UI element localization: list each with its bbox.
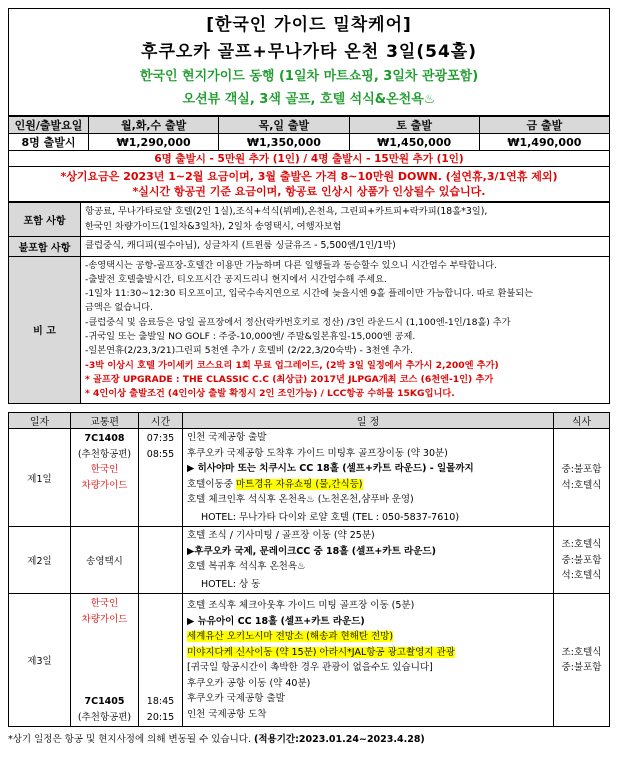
price-sat: ₩1,450,000: [349, 134, 479, 151]
title-line-1: [한국인 가이드 밀착케어]: [206, 15, 412, 35]
remark-line: -송영택시는 공항-골프장-호텔간 이용만 가능하며 다른 일행들과 동승할수 있으니 시간엄수 부탁합니다.: [85, 259, 497, 271]
included-row: [9, 203, 610, 237]
day-3-row: [9, 594, 610, 727]
day-2-row: [9, 527, 610, 594]
highlight-sightseeing: 세계유산 오키노시마 전망소 (해송과 현해탄 전망): [187, 631, 394, 643]
day-3-times: [139, 594, 183, 727]
note-line: *상기요금은 2023년 1~2월 요금이며, 3월 출발은 가격 8~10만원 DOWN. (설연휴,3/1연휴 제외): [60, 170, 558, 183]
day-3-flight: [71, 694, 138, 725]
schedule-table: [8, 412, 610, 727]
remark-line-conditions: * 4인이상 출발조건 (4인이상 출발 확정시 2인 조인가능) / LCC항공 수하물 15KG입니다.: [85, 388, 455, 400]
remark-line-golf-upgrade: * 골프장 UPGRADE : THE CLASSIC C.C (최상급) 2017년 JLPGA개최 코스 (6천엔-1인) 추가: [85, 373, 494, 385]
day-3-transport: [71, 594, 139, 727]
time-arrive: 20:15: [146, 711, 175, 723]
included-line: 한국인 차량가이드(1일차&3일차), 2일차 송영택시, 여행자보험: [85, 220, 342, 232]
price-thu-sun: ₩1,350,000: [219, 134, 349, 151]
day-2-meals: [554, 527, 610, 594]
notes-row: [9, 167, 610, 202]
day-1-label: 제1일: [9, 429, 71, 527]
validity-period: (적용기간:2023.01.24~2023.4.28): [254, 734, 425, 746]
day-2-label: 제2일: [9, 527, 71, 594]
day-thu-sun: 목,일 출발: [219, 117, 349, 134]
title-line-2: 후쿠오카 골프+무나가타 온천 3일(54홀): [141, 42, 477, 62]
remark-line: -클럽중식 및 음료등은 당일 골프장에서 정산(락카번호키로 정산) /3인 라운드시 (1,100엔-1인/18홀) 추가: [85, 316, 511, 328]
itinerary-line: 후쿠오카 공항 이동 (약 40분): [187, 677, 311, 689]
remark-line: -일본연휴(2/23,3/21)그린피 5천엔 추가 / 호텔비 (2/22,3/20숙박) - 3천엔 추가.: [85, 345, 413, 357]
header-transport: 교통편: [71, 413, 139, 429]
day-3-meals: [554, 594, 610, 727]
day-1-itinerary: [183, 429, 554, 527]
included-line: 항공료, 무나가타로얄 호텔(2인 1실),조식+석식(뷔페),온천욕, 그린피+카트피+락카피(18홀*3일),: [85, 206, 488, 217]
meal-lunch: 중:불포함: [561, 464, 602, 476]
included-label: 포함 사항: [9, 203, 81, 237]
itinerary-sheet: [8, 8, 610, 745]
time-arrive: 08:55: [146, 448, 175, 460]
itinerary-line: 호텔 조식후 체크아웃후 가이드 미팅 골프장 이동 (5분): [187, 600, 415, 612]
price-fri: ₩1,490,000: [479, 134, 609, 151]
day-2-itinerary: [183, 527, 554, 594]
remark-line: 금액은 없습니다.: [85, 302, 153, 314]
col-label: 인원/출발요일: [9, 117, 89, 134]
day-3-label: 제3일: [9, 594, 71, 727]
title-block: [8, 8, 610, 116]
itinerary-golf: ▶ 히사야마 또는 치쿠시노 CC 18홀 (셀프+카트 라운드) - 일몰까지: [187, 463, 474, 475]
footer-note: [8, 731, 610, 745]
remark-line: -출발전 호텔출발시간, 티오프시간 공지드리니 현지에서 시간엄수해 주세요.: [85, 273, 387, 285]
itinerary-line: 인천 국제공항 출발: [187, 432, 267, 444]
footer-text: *상기 일정은 항공 및 현지사정에 의해 변동될 수 있습니다.: [8, 734, 255, 746]
excluded-label: 불포함 사항: [9, 237, 81, 257]
header-meals: 식사: [554, 413, 610, 429]
itinerary-line: [귀국일 항공시간이 촉박한 경우 관광이 없을수도 있습니다]: [187, 662, 433, 674]
meal-breakfast: 조:호텔식: [561, 539, 602, 551]
itinerary-line: 호텔 복귀후 석식후 온천욕♨: [187, 561, 306, 573]
highlight-shrine: 미야지다케 신사이동 (약 15분) 아라시*JAL항공 광고촬영지 관광: [187, 646, 455, 658]
guide-note: 한국인 차량가이드: [81, 464, 128, 491]
note-line: *실시간 항공권 기준 요금이며, 항공료 인상시 상품가 인상될수 있습니다.: [132, 185, 486, 198]
remarks-text: [81, 256, 610, 404]
time-depart: 18:45: [146, 696, 175, 708]
day-2-times: [139, 527, 183, 594]
header-time: 시간: [139, 413, 183, 429]
itinerary-line: 후쿠오카 국제공항 출발: [187, 693, 285, 705]
itinerary-line-shopping: [187, 477, 549, 493]
day-1-row: [9, 429, 610, 527]
meal-dinner: 석:호텔식: [561, 479, 602, 491]
price-header-row: [9, 117, 610, 134]
flight-note: (추천항공편): [77, 448, 132, 460]
flight-note: (추천항공편): [77, 711, 132, 723]
price-table: [8, 116, 610, 202]
surcharge-row: [9, 151, 610, 167]
flight-number: 7C1408: [84, 433, 125, 445]
meal-lunch: 중:불포함: [561, 554, 602, 566]
highlight-shopping: 마트경유 자유쇼핑 (물,간식등): [235, 478, 363, 490]
day-1-times: [139, 429, 183, 527]
day-1-meals: [554, 429, 610, 527]
itinerary-line: 호텔 조식 / 기사미팅 / 골프장 이동 (약 25분): [187, 530, 375, 542]
surcharge-text: 6명 출발시 - 5만원 추가 (1인) / 4명 출발시 - 15만원 추가 (1인): [9, 151, 610, 167]
itinerary-line: 호텔이동중: [187, 478, 236, 490]
header-itinerary: 일 정: [183, 413, 554, 429]
subtitle-features: 오션뷰 객실, 3색 골프, 호텔 석식&온천욕♨: [182, 92, 436, 107]
meal-dinner: 석:호텔식: [561, 570, 602, 582]
hotel-info: HOTEL: 무나가타 다이와 로얄 호텔 (TEL : 050-5837-7610): [201, 511, 460, 523]
header-day: 일자: [9, 413, 71, 429]
day-mon-wed: 월,화,수 출발: [89, 117, 219, 134]
remarks-label: 비 고: [9, 256, 81, 404]
itinerary-line-sightseeing: [187, 629, 549, 645]
itinerary-line: 후쿠오카 국제공항 도착후 가이드 미팅후 골프장이동 (약 30분): [187, 447, 448, 459]
inclusion-table: [8, 202, 610, 404]
guide-note: 한국인 차량가이드: [81, 598, 128, 625]
remark-line: -귀국일 또는 출발일 NO GOLF : 주중-10,000엔/ 주말&일본휴일-15,000엔 공제.: [85, 330, 416, 342]
row-label: 8명 출발시: [9, 134, 89, 151]
day-3-itinerary: [183, 594, 554, 727]
itinerary-line: 인천 국제공항 도착: [187, 708, 267, 720]
notes-cell: [9, 167, 610, 202]
price-row: [9, 134, 610, 151]
remarks-row: [9, 256, 610, 404]
price-mon-wed: ₩1,290,000: [89, 134, 219, 151]
itinerary-line-shrine: [187, 645, 549, 661]
meal-lunch: 중:불포함: [561, 662, 602, 674]
remark-line-upgrade: -3박 이상시 호텔 가이세키 코스요리 1회 무료 업그레이드, (2박 3일 일정에서 추가시 2,200엔 추가): [85, 359, 499, 371]
itinerary-golf: ▶후쿠오카 국제, 문레이크CC 중 18홀 (셀프+카트 라운드): [187, 545, 436, 557]
time-depart: 07:35: [146, 433, 175, 445]
excluded-text: 클럽중식, 캐디피(필수아님), 싱글차지 (트윈룸 싱글유즈 - 5,500엔/1인/1박): [81, 237, 610, 257]
remark-line: -1일차 11:30~12:30 티오프이고, 입국수속지연으로 시간에 늦을시엔 9홀 플레이만 가능합니다. 따로 환불되는: [85, 288, 533, 300]
included-text: [81, 203, 610, 237]
flight-number: 7C1405: [84, 696, 125, 708]
subtitle-guide: 한국인 현지가이드 동행 (1일차 마트쇼핑, 3일차 관광포함): [139, 69, 479, 84]
meal-breakfast: 조:호텔식: [561, 646, 602, 658]
day-fri: 금 출발: [479, 117, 609, 134]
day-2-transport: 송영택시: [71, 527, 139, 594]
excluded-row: [9, 237, 610, 257]
itinerary-line: 호텔 체크인후 석식후 온천욕♨ (노천온천,샴푸바 운영): [187, 494, 414, 506]
hotel-info: HOTEL: 상 동: [201, 578, 261, 590]
day-1-transport: [71, 429, 139, 527]
day-sat: 토 출발: [349, 117, 479, 134]
itinerary-golf: ▶ 뉴유아이 CC 18홀 (셀프+카트 라운드): [187, 615, 365, 627]
schedule-header-row: [9, 413, 610, 429]
